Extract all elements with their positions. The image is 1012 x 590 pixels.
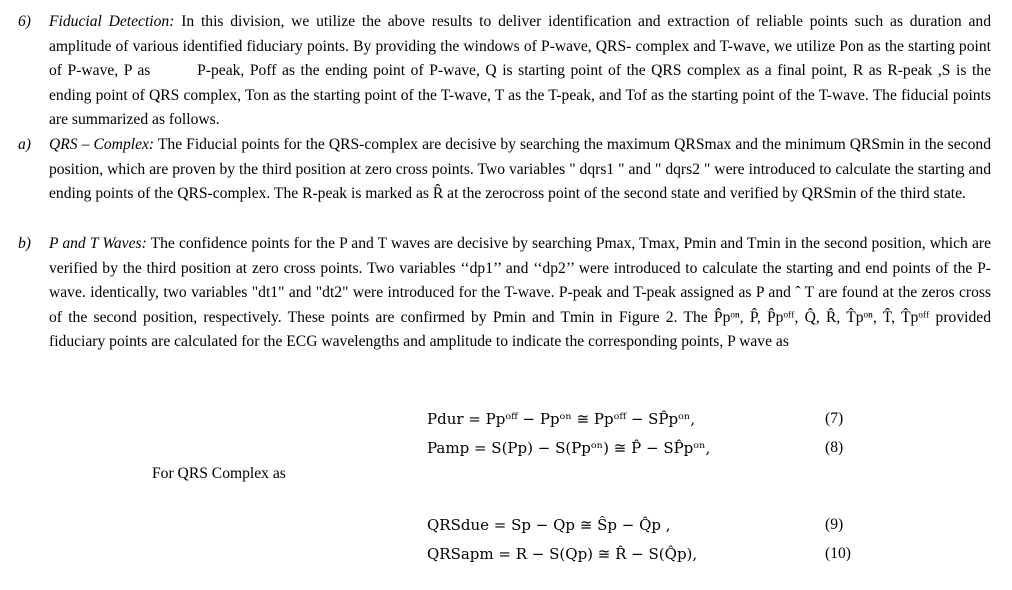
section-b-paragraph <box>49 232 991 355</box>
section-a-body: The Fiducial points for the QRS-complex are decisive by searching the maximum QRSmax and the minimum QRSmin in the second position, which are proven by the third position at zero cross points. Two variables " dqrs1 " and " dqrs2 " were introduced to calculate the starting and ending points of the QRS-complex. The R-peak is marked as R̂ at the zerocross point of the second state and verified by QRSmin of the third state. <box>49 136 991 202</box>
equation-7-number: (7) <box>825 410 844 427</box>
section-b-body: The confidence points for the P and T waves are decisive by searching Pmax, Tmax, Pmin and Tmin in the second position, which are verified by the third position at zero cross points. Two variables ‘‘dp1’’ and ‘‘dp2’’ were introduced to calculate the starting and end points of the P-wave. identically, two variables "dt1" and "dt2" were introduced for the T-wave. P-peak and T-peak assigned as P and ˆ T are found at the zeros cross of the second position, respectively. These points are confirmed by Pmin and Tmin in Figure 2. The P̂pᵒⁿ, P̂, P̂pᵒᶠᶠ, Q̂, R̂, T̂pᵒⁿ, T̂, T̂pᵒᶠᶠ provided fiduciary points are calculated for the ECG wavelengths and amplitude to indicate the corresponding points, P wave as <box>49 235 991 350</box>
section-b-marker: b) <box>18 235 31 252</box>
section-b-heading: P and T Waves: <box>49 235 147 252</box>
equation-8-number: (8) <box>825 439 844 456</box>
section-a-marker: a) <box>18 136 31 153</box>
equation-9-number: (9) <box>825 516 844 533</box>
section-a-heading: QRS – Complex: <box>49 136 155 153</box>
section-6-paragraph <box>49 10 991 133</box>
equation-10-number: (10) <box>825 545 851 562</box>
equation-9: QRSdue = Sp − Qp ≅ Ŝp − Q̂p , <box>427 516 671 534</box>
equation-10: QRSapm = R − S(Qp) ≅ R̂ − S(Q̂p), <box>427 545 698 563</box>
qrs-complex-label: For QRS Complex as <box>152 465 286 482</box>
equation-7: Pdur = Ppᵒᶠᶠ − Ppᵒⁿ ≅ Ppᵒᶠᶠ − SP̂pᵒⁿ, <box>427 410 696 428</box>
section-6-body: In this division, we utilize the above results to deliver identification and extraction of reliable points such as duration and amplitude of various identified fiduciary points. By providing the windows of P-wave, QRS- complex and T-wave, we utilize Pon as the starting point of P-wave, P as P-peak, Poff as the ending point of P-wave, Q is starting point of the QRS complex as a final point, R as R-peak ,S is the ending point of QRS complex, Ton as the starting point of the T-wave, T as the T-peak, and Tof as the starting point of the T-wave. The fiducial points are summarized as follows. <box>49 13 991 128</box>
section-6-marker: 6) <box>18 13 31 30</box>
section-6-heading: Fiducial Detection: <box>49 13 175 30</box>
section-a-paragraph <box>49 133 991 207</box>
equation-8: Pamp = S(Pp) − S(Ppᵒⁿ) ≅ P̂ − SP̂pᵒⁿ, <box>427 439 711 457</box>
